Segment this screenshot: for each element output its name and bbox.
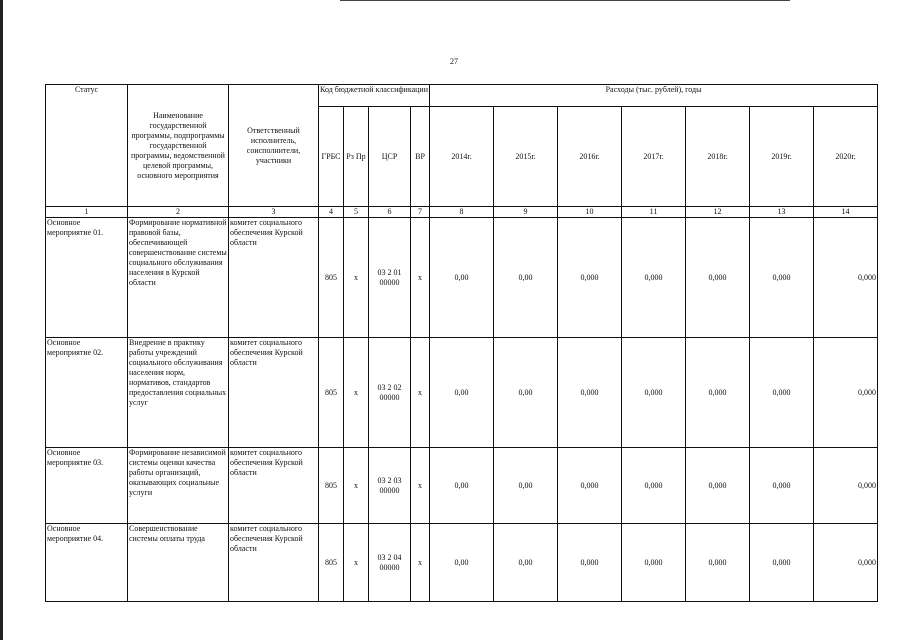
row-rzpr: х (344, 338, 369, 448)
row-status: Основное мероприятие 01. (46, 218, 128, 338)
column-number: 8 (430, 207, 494, 218)
column-number: 6 (369, 207, 411, 218)
header-year: 2019г. (750, 107, 814, 207)
header-vr: ВР (411, 107, 430, 207)
column-number: 14 (814, 207, 878, 218)
row-status: Основное мероприятие 02. (46, 338, 128, 448)
column-number: 11 (622, 207, 686, 218)
row-executor: комитет социального обеспечения Курской области (229, 218, 319, 338)
table-row (46, 218, 878, 338)
row-value: 0,000 (622, 448, 686, 524)
row-executor: комитет социального обеспечения Курской области (229, 338, 319, 448)
row-value: 0,00 (494, 524, 558, 602)
row-name: Совершенствование системы оплаты труда (128, 524, 229, 602)
scan-edge-left (0, 0, 3, 640)
budget-table (45, 84, 878, 602)
row-name: Формирование нормативной правовой базы, обеспечивающей совершенствование системы социального обслуживания населения в Курской области (128, 218, 229, 338)
row-csr: 03 2 03 00000 (369, 448, 411, 524)
row-vr: х (411, 218, 430, 338)
row-vr: х (411, 338, 430, 448)
row-value: 0,000 (750, 448, 814, 524)
column-number: 4 (319, 207, 344, 218)
row-rzpr: х (344, 448, 369, 524)
row-value: 0,000 (686, 524, 750, 602)
row-grbs: 805 (319, 218, 344, 338)
header-year: 2018г. (686, 107, 750, 207)
row-value: 0,00 (494, 338, 558, 448)
header-grbs: ГРБС (319, 107, 344, 207)
header-status: Статус (46, 85, 128, 207)
header-executor: Ответственный исполнитель, соисполнители, участники (229, 85, 319, 207)
column-number: 9 (494, 207, 558, 218)
row-value: 0,00 (430, 218, 494, 338)
row-name: Формирование независимой системы оценки качества работы организаций, оказывающих социальные услуги (128, 448, 229, 524)
header-year: 2015г. (494, 107, 558, 207)
column-number: 13 (750, 207, 814, 218)
row-name: Внедрение в практику работы учреждений социального обслуживания населения норм, нормативов, стандартов предоставления социальных услуг (128, 338, 229, 448)
row-value: 0,000 (814, 524, 878, 602)
row-value: 0,000 (686, 338, 750, 448)
row-value: 0,00 (430, 448, 494, 524)
header-csr: ЦСР (369, 107, 411, 207)
row-grbs: 805 (319, 338, 344, 448)
header-year: 2014г. (430, 107, 494, 207)
row-value: 0,000 (750, 338, 814, 448)
header-year: 2017г. (622, 107, 686, 207)
column-number: 1 (46, 207, 128, 218)
table-row (46, 524, 878, 602)
row-csr: 03 2 02 00000 (369, 338, 411, 448)
row-value: 0,000 (558, 218, 622, 338)
row-value: 0,000 (558, 524, 622, 602)
header-expenses: Расходы (тыс. рублей), годы (430, 85, 878, 107)
row-csr: 03 2 01 00000 (369, 218, 411, 338)
column-number: 12 (686, 207, 750, 218)
row-value: 0,000 (750, 524, 814, 602)
row-csr: 03 2 04 00000 (369, 524, 411, 602)
page-number: 27 (450, 57, 458, 66)
scan-edge-top (340, 0, 790, 1)
row-rzpr: х (344, 218, 369, 338)
row-executor: комитет социального обеспечения Курской области (229, 448, 319, 524)
row-value: 0,000 (622, 218, 686, 338)
column-number: 5 (344, 207, 369, 218)
row-vr: х (411, 524, 430, 602)
row-value: 0,000 (622, 338, 686, 448)
row-value: 0,000 (814, 448, 878, 524)
row-value: 0,000 (622, 524, 686, 602)
table-row (46, 338, 878, 448)
row-value: 0,000 (558, 448, 622, 524)
row-value: 0,000 (750, 218, 814, 338)
column-number-row (46, 207, 878, 218)
column-number: 3 (229, 207, 319, 218)
row-grbs: 805 (319, 524, 344, 602)
row-value: 0,000 (814, 218, 878, 338)
header-year: 2020г. (814, 107, 878, 207)
row-vr: х (411, 448, 430, 524)
row-value: 0,000 (686, 218, 750, 338)
column-number: 2 (128, 207, 229, 218)
row-value: 0,00 (494, 448, 558, 524)
row-executor: комитет социального обеспечения Курской области (229, 524, 319, 602)
header-year: 2016г. (558, 107, 622, 207)
row-value: 0,000 (558, 338, 622, 448)
row-value: 0,000 (814, 338, 878, 448)
row-value: 0,00 (430, 524, 494, 602)
row-value: 0,00 (494, 218, 558, 338)
column-number: 7 (411, 207, 430, 218)
row-status: Основное мероприятие 03. (46, 448, 128, 524)
row-rzpr: х (344, 524, 369, 602)
header-name: Наименование государственной программы, подпрограммы государственной программы, ведомственной целевой программы, основного мероприятия (128, 85, 229, 207)
row-value: 0,000 (686, 448, 750, 524)
column-number: 10 (558, 207, 622, 218)
row-value: 0,00 (430, 338, 494, 448)
row-status: Основное мероприятие 04. (46, 524, 128, 602)
header-budget-code: Код бюджетной классификации (319, 85, 430, 107)
table-row (46, 448, 878, 524)
row-grbs: 805 (319, 448, 344, 524)
header-rzpr: Рз Пр (344, 107, 369, 207)
